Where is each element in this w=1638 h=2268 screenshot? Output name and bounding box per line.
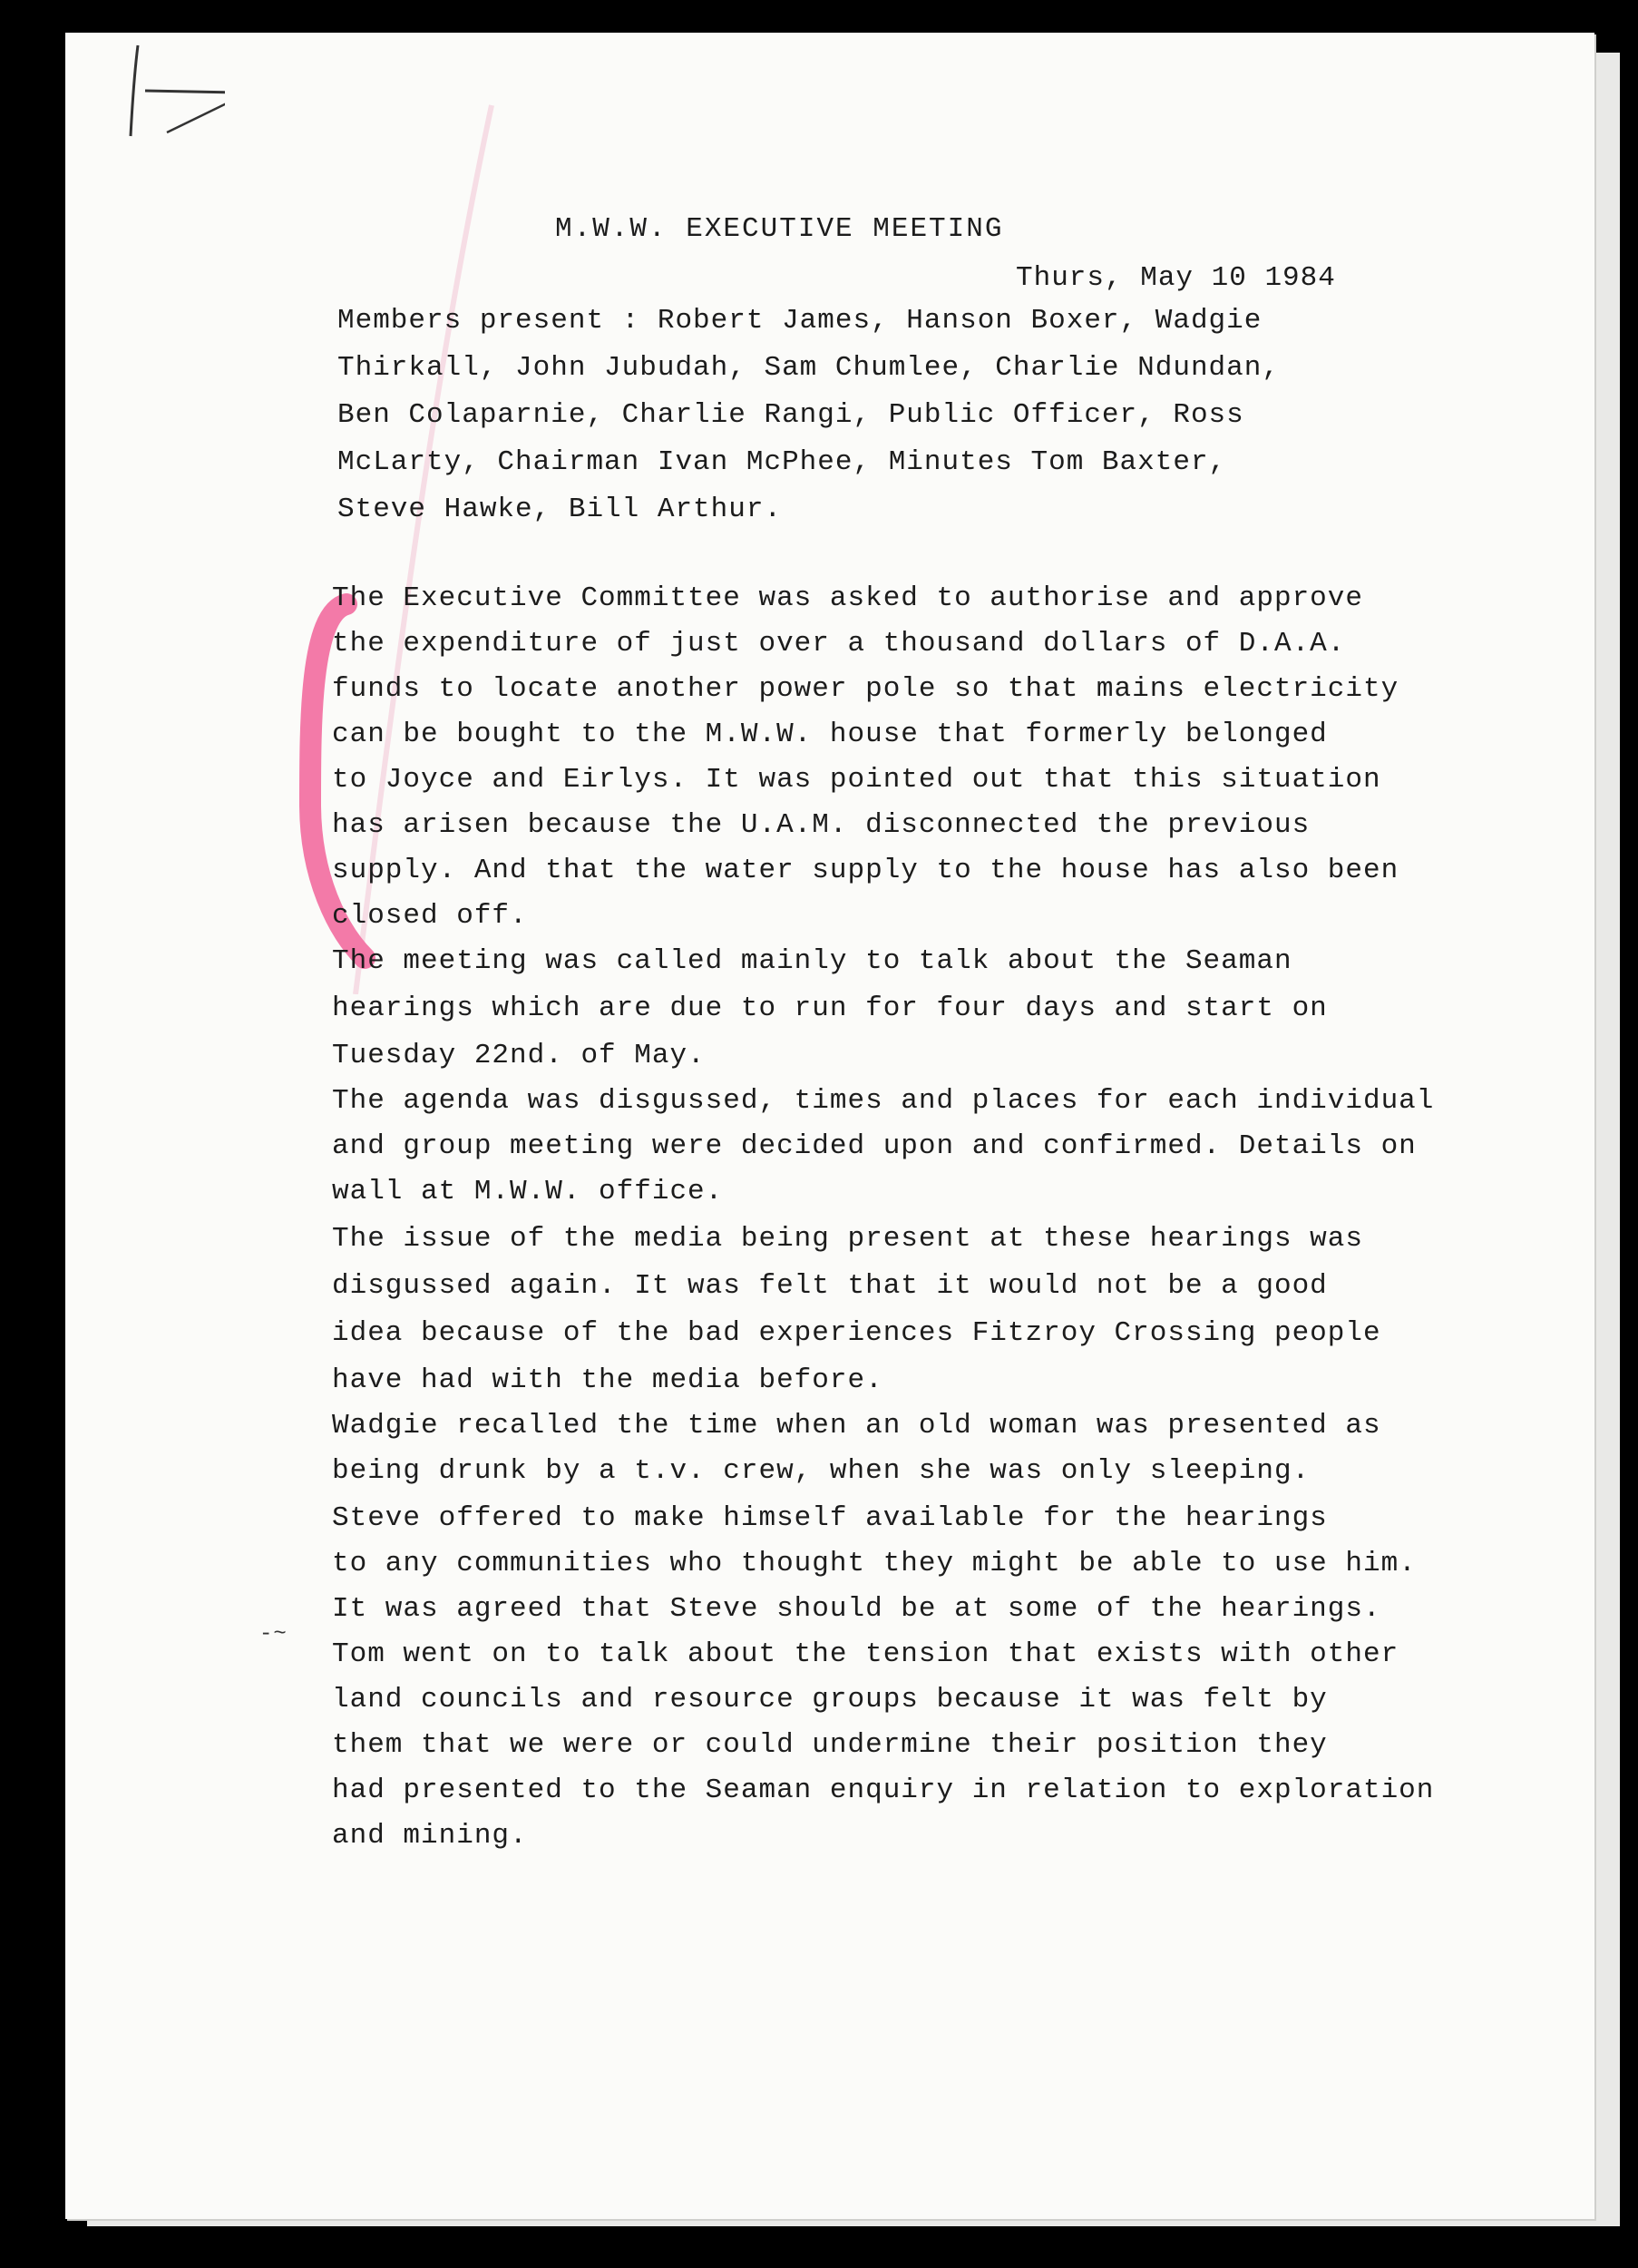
body-line: disgussed again. It was felt that it would not be a good [332,1270,1328,1302]
margin-mark: -~ [259,1622,288,1647]
body-line: them that we were or could undermine their position they [332,1729,1328,1761]
body-line: Tom went on to talk about the tension that exists with other [332,1638,1399,1670]
body-line: It was agreed that Steve should be at some of the hearings. [332,1593,1381,1625]
body-line: has arisen because the U.A.M. disconnected the previous [332,809,1311,841]
body-line: the expenditure of just over a thousand dollars of D.A.A. [332,628,1346,660]
body-line: closed off. [332,900,528,932]
body-line: had presented to the Seaman enquiry in relation to exploration [332,1774,1435,1806]
members-line: Members present : Robert James, Hanson Boxer, Wadgie [337,305,1263,337]
body-line: The meeting was called mainly to talk about the Seaman [332,945,1292,977]
body-line: have had with the media before. [332,1364,883,1396]
body-line: Tuesday 22nd. of May. [332,1040,706,1071]
body-line: hearings which are due to run for four days and start on [332,992,1328,1024]
body-line: The agenda was disgussed, times and places for each individual [332,1085,1435,1117]
body-line: to Joyce and Eirlys. It was pointed out that this situation [332,764,1381,796]
body-line: funds to locate another power pole so that mains electricity [332,673,1399,705]
body-line: The Executive Committee was asked to authorise and approve [332,582,1363,614]
document-page [65,33,1594,2219]
body-line: Steve offered to make himself available for the hearings [332,1502,1328,1534]
body-line: supply. And that the water supply to the house has also been [332,855,1399,886]
body-line: can be bought to the M.W.W. house that formerly belonged [332,719,1328,750]
members-line: Thirkall, John Jubudah, Sam Chumlee, Charlie Ndundan, [337,352,1280,384]
body-line: The issue of the media being present at these hearings was [332,1223,1363,1255]
body-line: Wadgie recalled the time when an old woman was presented as [332,1410,1381,1442]
document-title: M.W.W. EXECUTIVE MEETING [555,213,1004,245]
body-line: being drunk by a t.v. crew, when she was only sleeping. [332,1455,1311,1487]
body-line: land councils and resource groups because it was felt by [332,1684,1328,1716]
body-line: and mining. [332,1820,528,1852]
body-line: idea because of the bad experiences Fitzroy Crossing people [332,1317,1381,1349]
body-line: to any communities who thought they might be able to use him. [332,1548,1417,1579]
members-line: McLarty, Chairman Ivan McPhee, Minutes Tom Baxter, [337,446,1227,478]
body-line: wall at M.W.W. office. [332,1176,724,1207]
meeting-date: Thurs, May 10 1984 [1016,262,1336,294]
body-line: and group meeting were decided upon and confirmed. Details on [332,1130,1417,1162]
members-line: Ben Colaparnie, Charlie Rangi, Public Officer, Ross [337,399,1244,431]
members-line: Steve Hawke, Bill Arthur. [337,494,783,525]
